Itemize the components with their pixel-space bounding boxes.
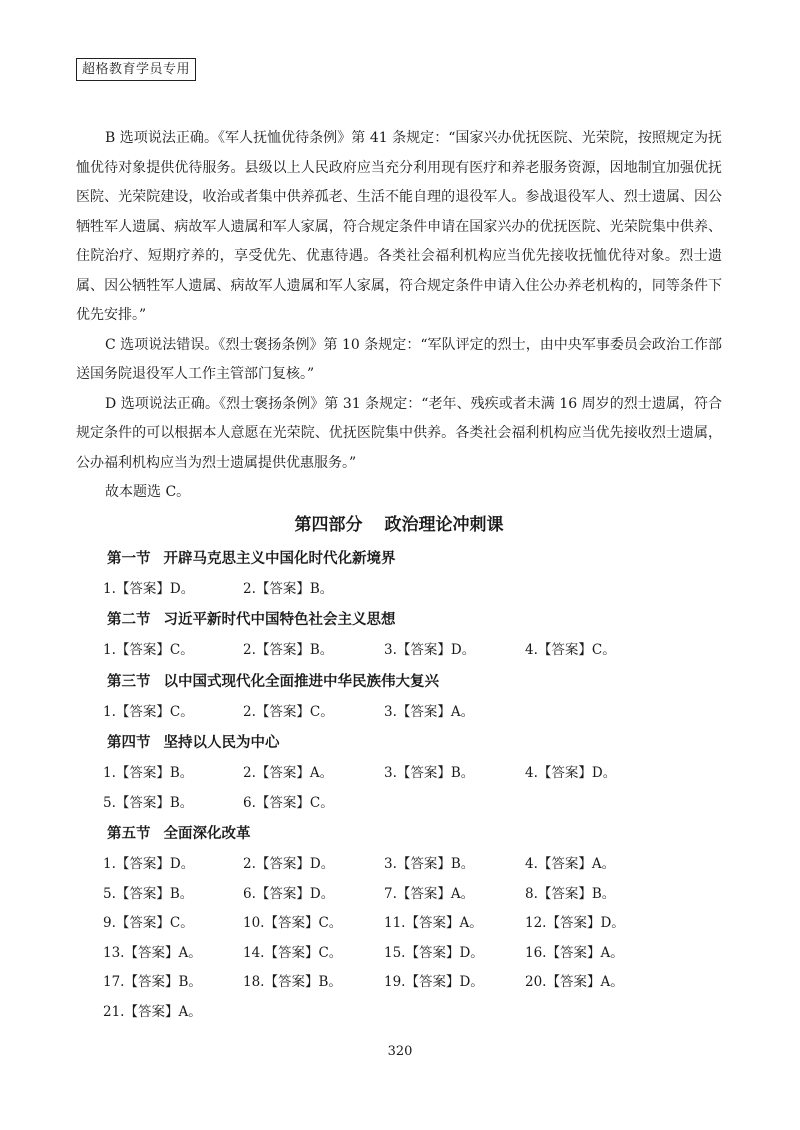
answer-item: 4.【答案】C。	[525, 642, 616, 658]
paragraph-option-d: D 选项说法正确。《烈士褒扬条例》第 31 条规定：“老年、残疾或者未满 16 周岁的烈士遗属，符合规定条件的可以根据本人意愿在光荣院、优抚医院集中供养。各类社会福利机构应当优先接收烈士遗属，公办福利机构应当为烈士遗属提供优惠服务。”	[76, 395, 722, 471]
answer-item: 1.【答案】D。	[103, 856, 195, 872]
answer-item: 2.【答案】B。	[243, 642, 334, 658]
answer-item: 4.【答案】A。	[525, 856, 616, 872]
answer-item: 1.【答案】C。	[103, 642, 194, 658]
answer-item: 7.【答案】A。	[384, 885, 475, 902]
section-title	[107, 672, 722, 692]
page-content	[76, 124, 722, 1028]
answer-item: 18.【答案】B。	[243, 974, 342, 990]
section-title	[107, 549, 722, 569]
answer-item: 1.【答案】D。	[103, 580, 195, 597]
answer-item: 3.【答案】D。	[384, 642, 476, 658]
answer-item: 2.【答案】B。	[243, 580, 334, 597]
paragraph-option-c: C 选项说法错误。《烈士褒扬条例》第 10 条规定：“军队评定的烈士，由中央军事委员会政治工作部送国务院退役军人工作主管部门复核。”	[76, 336, 722, 382]
section-title	[107, 610, 722, 630]
section-number: 第三节	[107, 673, 151, 690]
answer-item: 5.【答案】B。	[103, 794, 194, 811]
answer-grid	[103, 698, 722, 728]
paragraph-option-b: B 选项说法正确。《军人抚恤优待条例》第 41 条规定：“国家兴办优抚医院、光荣院，按照规定为抚恤优待对象提供优待服务。县级以上人民政府应当充分利用现有医疗和养老服务资源，因地制宜加强优抚医院、光荣院建设，收治或者集中供养孤老、生活不能自理的退役军人。参战退役军人、烈士遗属、因公牺牲军人遗属、病故军人遗属和军人家属，符合规定条件申请在国家兴办的优抚医院、光荣院集中供养、住院治疗、短期疗养的，享受优先、优惠待遇。各类社会福利机构应当优先接收抚恤优待对象。烈士遗属、因公牺牲军人遗属、病故军人遗属和军人家属，符合规定条件申请入住公办养老机构的，同等条件下优先安排。”	[76, 130, 722, 323]
answer-item: 1.【答案】B。	[103, 765, 194, 781]
answer-item: 6.【答案】C。	[243, 794, 334, 811]
answer-item: 4.【答案】D。	[525, 765, 617, 781]
section-number: 第四节	[107, 735, 151, 751]
answer-grid	[103, 850, 722, 1027]
part-title: 政治理论冲刺课	[384, 514, 504, 535]
section-heading-text: 开辟马克思主义中国化时代化新境界	[163, 550, 396, 567]
answer-grid	[103, 636, 722, 666]
answer-item: 20.【答案】A。	[525, 974, 624, 990]
answer-item: 12.【答案】D。	[525, 915, 625, 931]
section-heading-text: 坚持以人民为中心	[163, 735, 280, 751]
section-heading-text: 全面深化改革	[163, 826, 251, 842]
answer-item: 8.【答案】B。	[525, 885, 616, 902]
answer-item: 2.【答案】D。	[243, 856, 335, 872]
answer-item: 2.【答案】A。	[243, 765, 334, 781]
answer-item: 17.【答案】B。	[103, 974, 202, 990]
section-heading-text: 习近平新时代中国特色社会主义思想	[163, 612, 396, 628]
answer-item: 5.【答案】B。	[103, 885, 194, 902]
answer-item: 14.【答案】C。	[243, 944, 343, 961]
section-title	[107, 733, 722, 753]
part-number: 第四部分	[294, 514, 363, 535]
answer-item: 1.【答案】C。	[103, 703, 194, 720]
answer-item: 6.【答案】D。	[243, 885, 335, 902]
sections-container	[76, 549, 722, 1028]
paragraph-conclusion: 故本题选 C。	[105, 484, 191, 500]
answer-item: 13.【答案】A。	[103, 944, 202, 961]
answer-item: 15.【答案】D。	[384, 944, 484, 961]
answer-grid	[103, 575, 722, 605]
answer-item: 3.【答案】A。	[384, 703, 475, 720]
answer-item: 3.【答案】B。	[384, 765, 475, 781]
part-heading	[76, 513, 722, 537]
answer-item: 16.【答案】A。	[525, 944, 624, 961]
answer-grid	[103, 759, 722, 818]
answer-item: 19.【答案】D。	[384, 974, 484, 990]
answer-item: 11.【答案】A。	[384, 915, 483, 931]
section-title	[107, 824, 722, 844]
header-tag: 超格教育学员专用	[76, 58, 196, 81]
section-heading-text: 以中国式现代化全面推进中华民族伟大复兴	[163, 673, 439, 690]
answer-item: 2.【答案】C。	[243, 703, 334, 720]
page-number: 320	[387, 1044, 413, 1059]
answer-item: 10.【答案】C。	[243, 915, 343, 931]
section-number: 第一节	[107, 550, 151, 567]
section-number: 第五节	[107, 826, 151, 842]
answer-item: 3.【答案】B。	[384, 856, 475, 872]
answer-item: 9.【答案】C。	[103, 915, 194, 931]
answer-item: 21.【答案】A。	[103, 1003, 202, 1020]
section-number: 第二节	[107, 612, 151, 628]
